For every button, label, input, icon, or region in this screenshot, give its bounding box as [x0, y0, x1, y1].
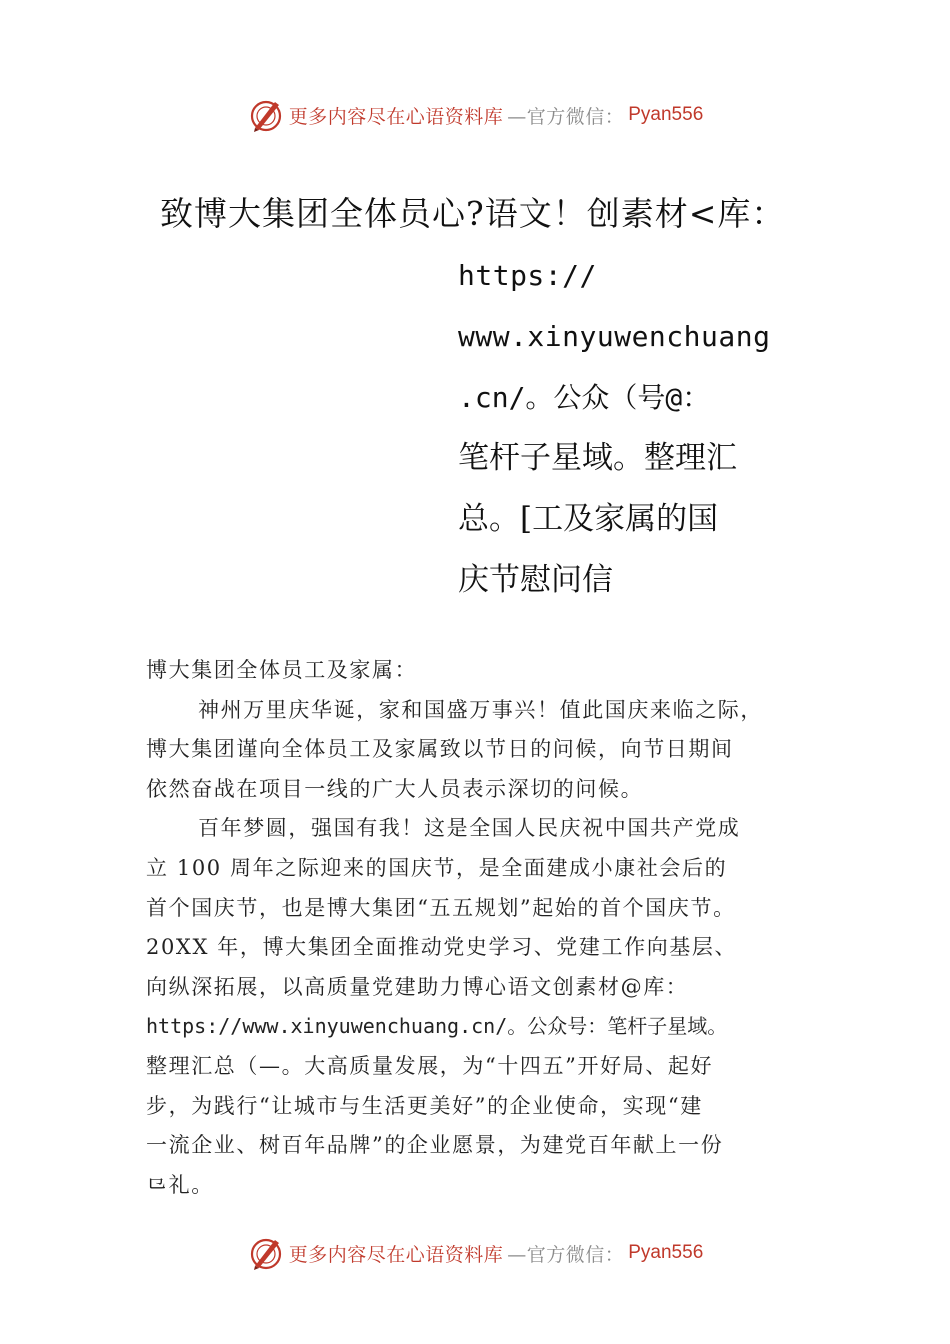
letter-body [146, 651, 826, 1205]
banner-wechat-id: Pyan556 [628, 1242, 704, 1263]
paragraph-url-line: https://www.xinyuwenchuang.cn/。公众号：笔杆子星域。 [146, 1014, 728, 1039]
paragraph-line [146, 1007, 826, 1047]
banner-site-name: 更多内容尽在心语资料库 [288, 105, 504, 128]
paragraph-line: 一流企业、树百年品牌”的企业愿景，为建党百年献上一份 [146, 1133, 724, 1158]
title-line: 笔杆子星域。整理汇 [458, 440, 737, 476]
paragraph-line: 博大集团谨向全体员工及家属致以节日的问候，向节日期间 [146, 737, 734, 762]
paragraph-line: 整理汇总（—。大高质量发展，为“十四五”开好局、起好 [146, 1053, 714, 1078]
title-line-text: .cn/。公众（号@： [458, 381, 711, 414]
banner-site-name: 更多内容尽在心语资料库 [288, 1243, 504, 1266]
document-title-line-1: 致博大集团全体员心?语文！创素材<库： [160, 194, 786, 233]
paragraph-line: 神州万里庆华诞，家和国盛万事兴！值此国庆来临之际， [198, 697, 763, 722]
title-line: 庆节慰问信 [458, 562, 613, 598]
title-line [458, 367, 788, 428]
paragraph-line: 立 100 周年之际迎来的国庆节，是全面建成小康社会后的 [146, 855, 728, 880]
header-banner [0, 93, 950, 137]
banner-wechat-label: —官方微信： [507, 1243, 625, 1266]
letter-salutation: 博大集团全体员工及家属： [146, 658, 418, 682]
document-title-continuation [458, 245, 788, 611]
title-line: 总。[工及家属的国 [458, 501, 719, 537]
paragraph-line: 首个国庆节，也是博大集团“五五规划”起始的首个国庆节。 [146, 895, 736, 920]
paragraph-line: ⺋礼。 [146, 1172, 214, 1197]
title-line: https:// [458, 259, 597, 292]
banner-wechat-label: —官方微信： [507, 105, 625, 128]
paragraph-line: 依然奋战在项目一线的广大人员表示深切的问候。 [146, 776, 644, 801]
pen-circle-logo-icon [247, 1234, 285, 1272]
paragraph-line: 百年梦圆，强国有我！这是全国人民庆祝中国共产党成 [198, 816, 741, 841]
pen-circle-logo-icon [247, 96, 285, 134]
paragraph-line: 20XX 年，博大集团全面推动党史学习、党建工作向基层、 [146, 935, 738, 960]
paragraph-line: 向纵深拓展，以高质量党建助力博心语文创素材@库： [146, 974, 689, 999]
footer-banner [0, 1231, 950, 1275]
paragraph-line: 步，为践行“让城市与生活更美好”的企业使命，实现“建 [146, 1093, 703, 1118]
title-line: www.xinyuwenchuang [458, 320, 771, 353]
banner-wechat-id: Pyan556 [628, 104, 704, 125]
